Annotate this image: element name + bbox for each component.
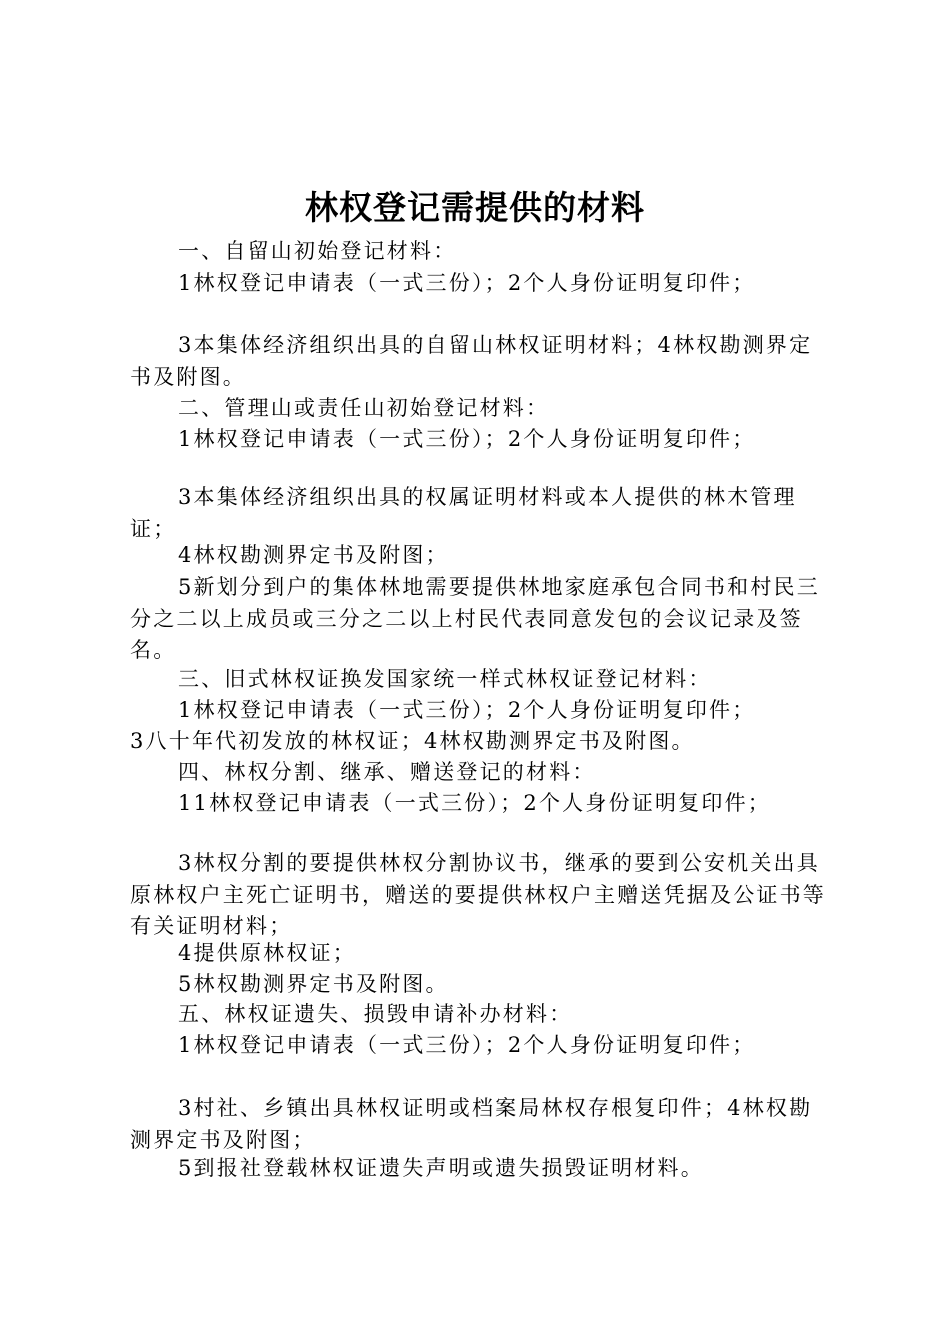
list-item: 3本集体经济组织出具的权属证明材料或本人提供的林木管理证； — [130, 485, 797, 541]
list-item: 1林权登记申请表（一式三份）；2个人身份证明复印件； — [178, 427, 756, 451]
list-item: 5到报社登载林权证遗失声明或遗失损毁证明材料。 — [178, 1156, 704, 1180]
list-item: 3本集体经济组织出具的自留山林权证明材料；4林权勘测界定书及附图。 — [130, 333, 813, 389]
section-heading-4: 四、林权分割、继承、赠送登记的材料： — [178, 760, 596, 784]
list-item: 3林权分割的要提供林权分割协议书，继承的要到公安机关出具原林权户主死亡证明书，赠送的要提供林权户主赠送凭据及公证书等有关证明材料； — [130, 851, 826, 938]
list-item: 5林权勘测界定书及附图。 — [178, 972, 449, 996]
list-item: 4提供原林权证； — [178, 941, 356, 965]
list-item: 1林权登记申请表（一式三份）；2个人身份证明复印件； — [178, 271, 756, 295]
section-heading-5: 五、林权证遗失、损毁申请补办材料： — [178, 1002, 573, 1026]
section-heading-2: 二、管理山或责任山初始登记材料： — [178, 396, 550, 420]
list-item: 5新划分到户的集体林地需要提供林地家庭承包合同书和村民三分之二以上成员或三分之二以上村民代表同意发包的会议记录及签名。 — [130, 575, 820, 662]
list-item: 3村社、乡镇出具林权证明或档案局林权存根复印件；4林权勘测界定书及附图； — [130, 1096, 813, 1152]
section-heading-1: 一、自留山初始登记材料： — [178, 239, 457, 263]
list-item: 1林权登记申请表（一式三份）；2个人身份证明复印件； — [178, 1033, 756, 1057]
list-item: 1林权登记申请表（一式三份）；2个人身份证明复印件； — [178, 698, 756, 722]
section-heading-3: 三、旧式林权证换发国家统一样式林权证登记材料： — [178, 667, 712, 691]
document-title: 林权登记需提供的材料 — [305, 188, 645, 227]
list-item: 11林权登记申请表（一式三份）；2个人身份证明复印件； — [178, 791, 771, 815]
list-item: 3八十年代初发放的林权证；4林权勘测界定书及附图。 — [130, 729, 695, 753]
list-item: 4林权勘测界定书及附图； — [178, 543, 449, 567]
